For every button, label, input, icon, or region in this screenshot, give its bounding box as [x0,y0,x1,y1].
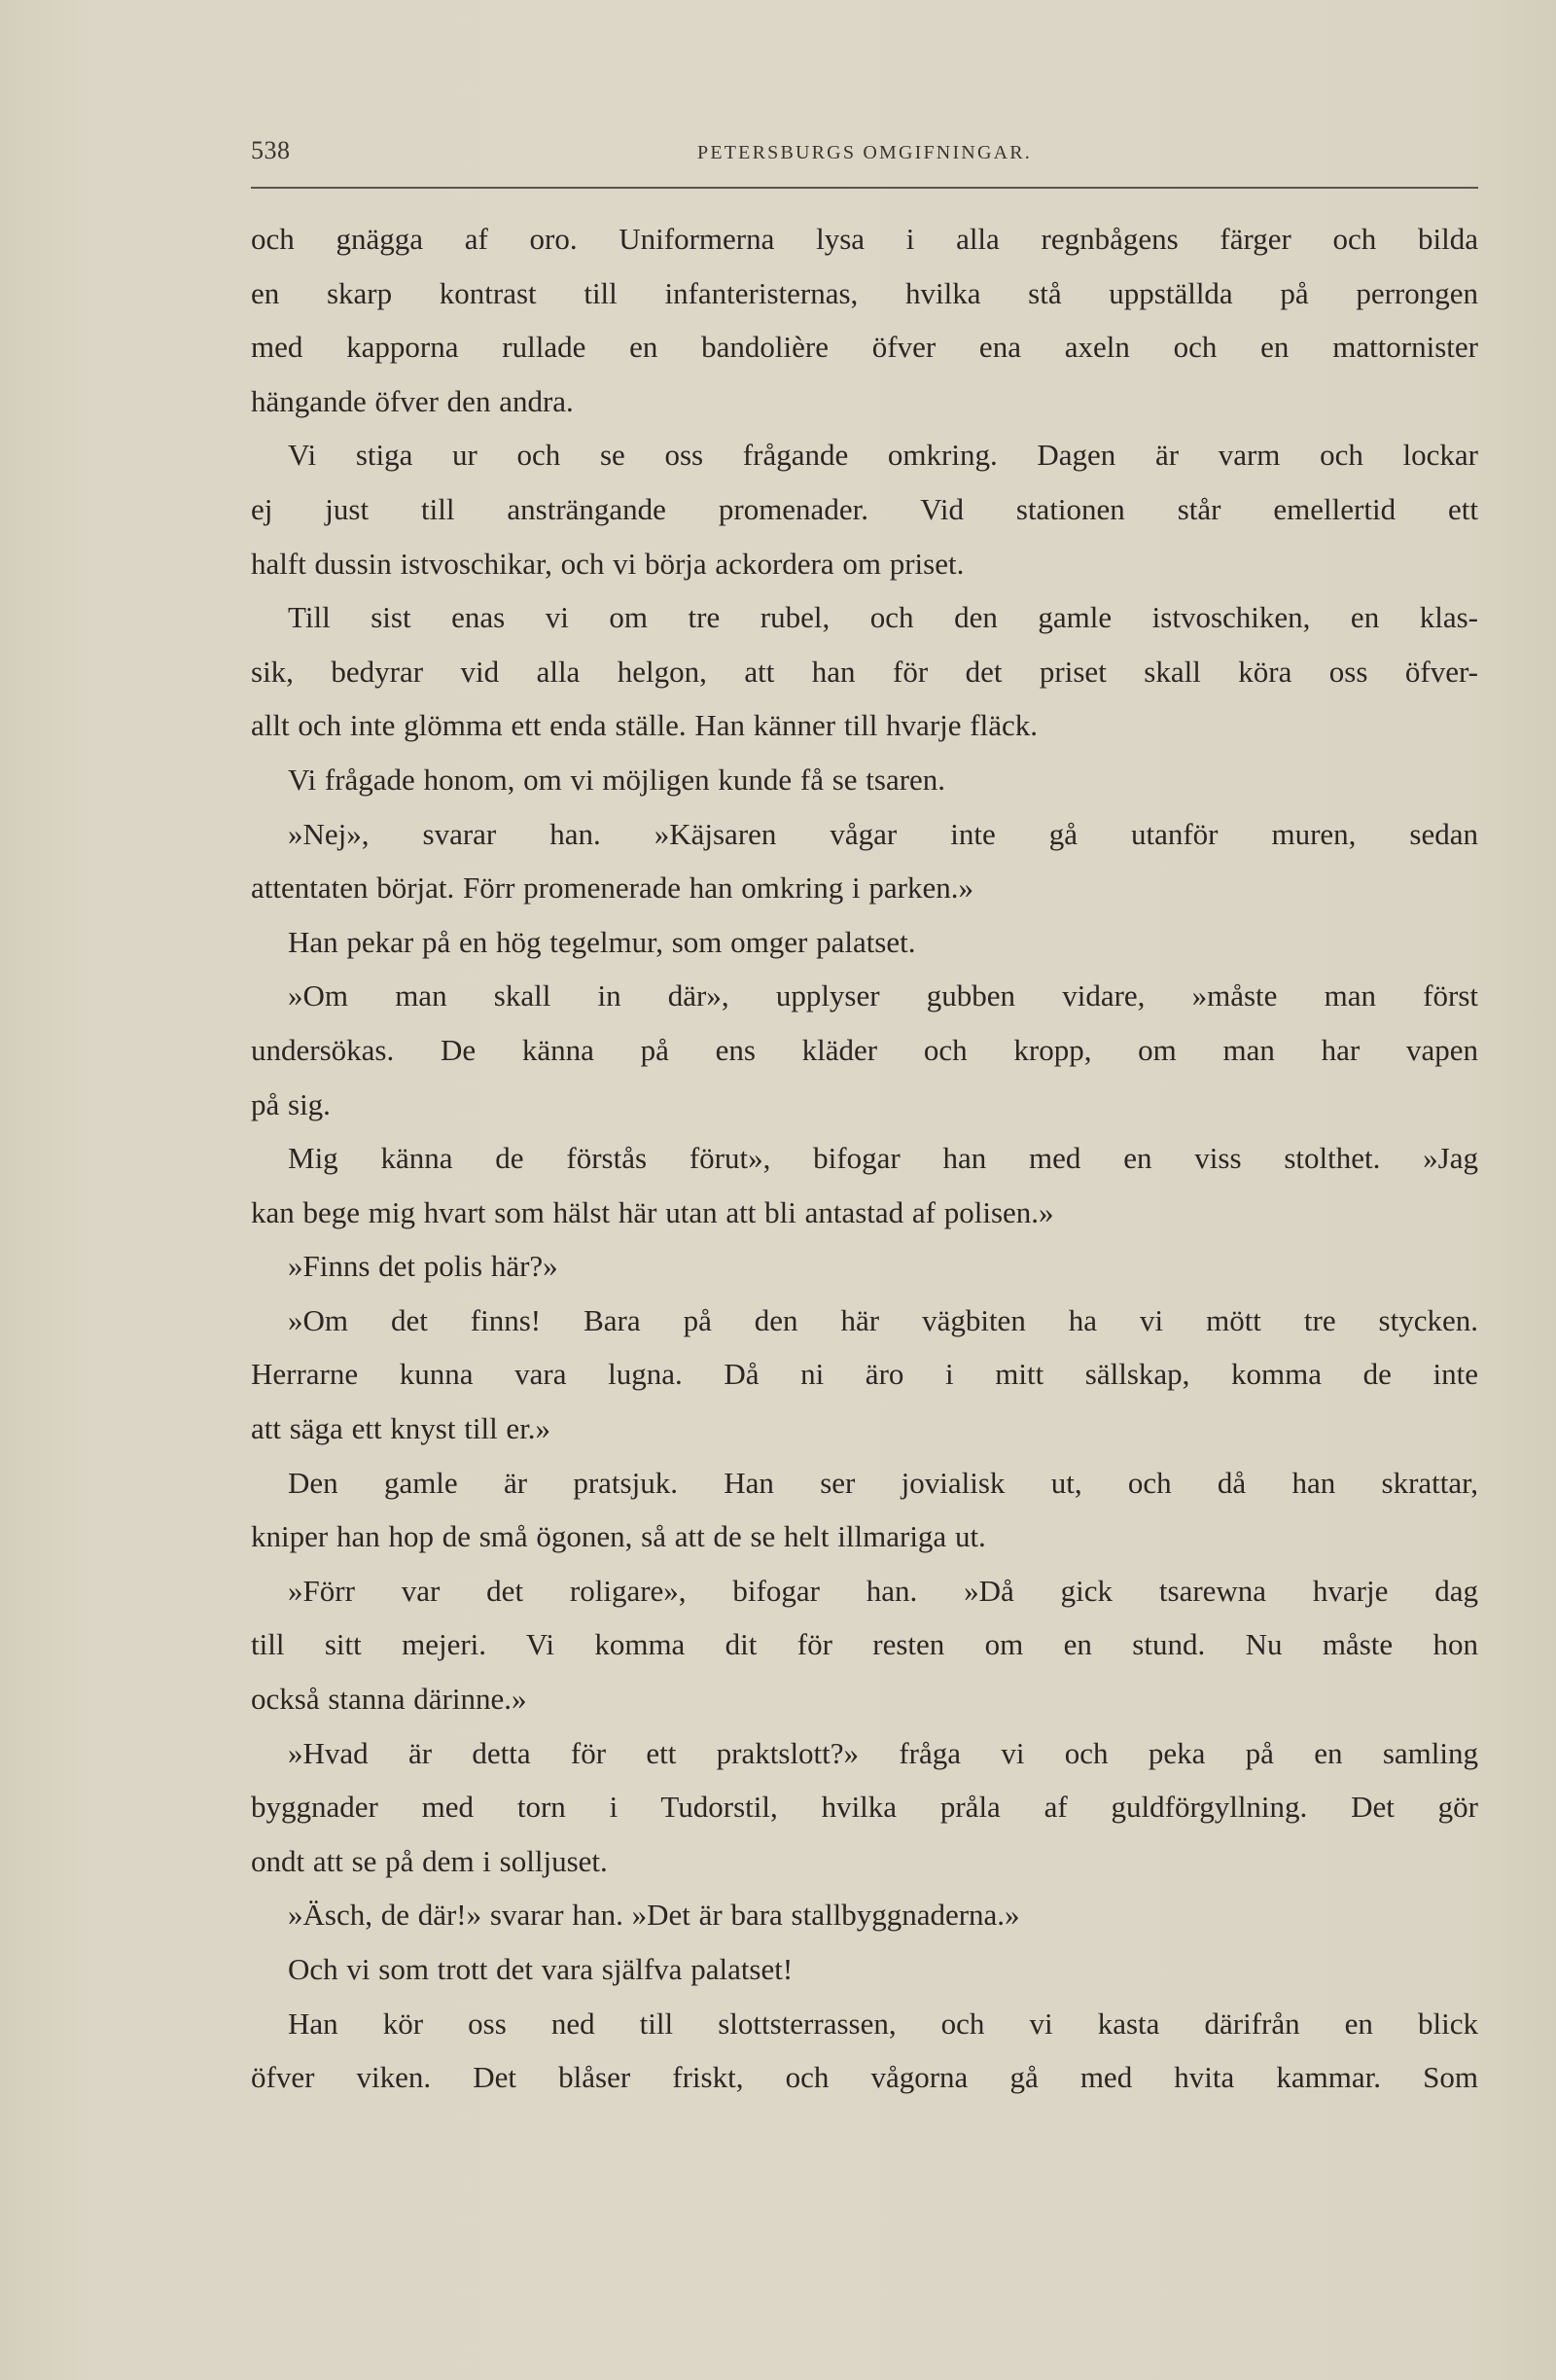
text-line: Mig känna de förstås förut», bifogar han med en viss stolthet. »Jag [288,1141,1478,1176]
page-number: 538 [251,136,291,164]
text-line: ej just till ansträngande promenader. Vid stationen står emellertid ett [251,491,1478,526]
text-line: på sig. [251,1086,331,1121]
text-line: Vi stiga ur och se oss frågande omkring. Dagen är varm och lockar [288,438,1478,473]
text-line: en skarp kontrast till infanteristernas, hvilka stå uppställda på perrongen [251,275,1478,310]
text-line: att säga ett knyst till er.» [251,1411,551,1446]
text-line: Herrarne kunna vara lugna. Då ni äro i mitt sällskap, komma de inte [251,1357,1478,1392]
text-line: hängande öfver den andra. [251,383,574,418]
text-line: också stanna därinne.» [251,1682,527,1717]
text-line: kniper han hop de små ögonen, så att de se helt illmariga ut. [251,1519,986,1554]
text-line: »Nej», svarar han. »Käjsaren vågar inte gå utanför muren, sedan [288,816,1478,851]
text-line: »Om man skall in där», upplyser gubben vidare, »måste man först [288,978,1478,1013]
text-line: »Om det finns! Bara på den här vägbiten ha vi mött tre stycken. [288,1302,1478,1337]
text-line: Han kör oss ned till slottsterrassen, och vi kasta därifrån en blick [288,2006,1478,2041]
text-line: öfver viken. Det blåser friskt, och vågorna gå med hvita kammar. Som [251,2060,1478,2095]
text-line: attentaten börjat. Förr promenerade han omkring i parken.» [251,870,973,906]
body-text [251,212,1478,2105]
page-header [251,136,1478,175]
text-line: byggnader med torn i Tudorstil, hvilka pråla af guldförgyllning. Det gör [251,1790,1478,1825]
text-line: med kapporna rullade en bandolière öfver ena axeln och en mattornister [251,330,1478,365]
text-line: Och vi som trott det vara själfva palatset! [288,1952,794,1986]
header-rule [251,187,1478,189]
text-line: ondt att se på dem i solljuset. [251,1843,608,1878]
text-line: till sitt mejeri. Vi komma dit för resten om en stund. Nu måste hon [251,1627,1478,1662]
text-line: och gnägga af oro. Uniformerna lysa i alla regnbågens färger och bilda [251,222,1478,256]
text-line: allt och inte glömma ett enda ställe. Han känner till hvarje fläck. [251,708,1038,743]
text-line: »Finns det polis här?» [288,1249,558,1284]
text-line: sik, bedyrar vid alla helgon, att han för det priset skall köra oss öfver- [251,654,1478,689]
text-line: Den gamle är pratsjuk. Han ser jovialisk ut, och då han skrattar, [288,1465,1478,1500]
text-line: Vi frågade honom, om vi möjligen kunde få se tsaren. [288,762,946,797]
running-head: PETERSBURGS OMGIFNINGAR. [697,142,1032,163]
text-line: Till sist enas vi om tre rubel, och den gamle istvoschiken, en klas- [288,600,1478,635]
text-line: kan bege mig hvart som hälst här utan att bli antastad af polisen.» [251,1194,1054,1229]
text-line: »Förr var det roligare», bifogar han. »Då gick tsarewna hvarje dag [288,1573,1478,1608]
text-line: undersökas. De känna på ens kläder och kropp, om man har vapen [251,1032,1478,1067]
text-line: »Äsch, de där!» svarar han. »Det är bara stallbyggnaderna.» [288,1898,1020,1933]
text-line: Han pekar på en hög tegelmur, som omger palatset. [288,924,916,959]
text-line: halft dussin istvoschikar, och vi börja ackordera om priset. [251,546,965,581]
text-line: »Hvad är detta för ett praktslott?» fråga vi och peka på en samling [288,1735,1478,1770]
